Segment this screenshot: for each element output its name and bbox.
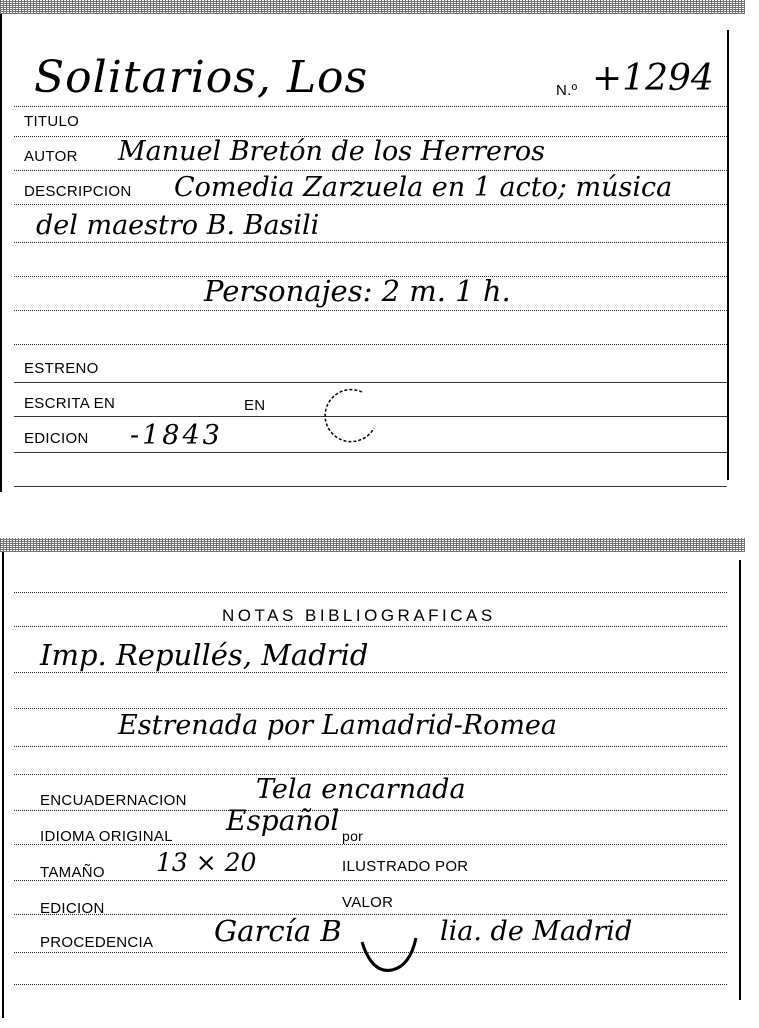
punch-hole-icon: [318, 384, 382, 448]
label-edicion: EDICION: [40, 900, 105, 917]
label-autor: AUTOR: [24, 148, 78, 165]
label-edicion: EDICION: [24, 430, 89, 447]
label-encuadernacion: ENCUADERNACION: [40, 792, 187, 809]
label-por: por: [342, 828, 364, 844]
label-en: EN: [244, 397, 266, 414]
card-right-edge: [739, 560, 741, 1000]
number-label: N.º: [556, 82, 578, 99]
nota-line-2: Estrenada por Lamadrid-Romea: [118, 710, 558, 741]
card-left-edge: [0, 14, 2, 492]
scan-noise-bottom: [0, 538, 745, 552]
personajes-note: Personajes: 2 m. 1 h.: [204, 274, 511, 308]
tamano-value: 13 × 20: [156, 848, 257, 877]
procedencia-value-b: lia. de Madrid: [440, 916, 633, 947]
catalog-card-front: [0, 0, 745, 492]
record-number: +1294: [592, 58, 714, 99]
label-idioma-original: IDIOMA ORIGINAL: [40, 828, 173, 845]
punch-hole-icon: [358, 934, 422, 980]
idioma-value: Español: [226, 804, 340, 837]
label-escrita-en: ESCRITA EN: [24, 395, 116, 412]
encuadernacion-value: Tela encarnada: [256, 774, 466, 805]
title-value: Solitarios, Los: [34, 52, 369, 103]
scan-noise-top: [0, 0, 745, 14]
label-estreno: ESTRENO: [24, 360, 99, 377]
card-right-edge: [727, 30, 729, 480]
label-procedencia: PROCEDENCIA: [40, 934, 154, 951]
notas-heading: NOTAS BIBLIOGRAFICAS: [222, 606, 496, 625]
descripcion-line-2: del maestro B. Basili: [36, 210, 320, 241]
nota-line-1: Imp. Repullés, Madrid: [40, 638, 369, 672]
label-valor: VALOR: [342, 894, 394, 911]
label-tamano: TAMAÑO: [40, 864, 105, 881]
autor-value: Manuel Bretón de los Herreros: [118, 136, 546, 167]
edicion-value: -1843: [130, 420, 223, 451]
descripcion-line-1: Comedia Zarzuela en 1 acto; música: [174, 172, 673, 203]
label-titulo: TITULO: [24, 113, 80, 130]
label-descripcion: DESCRIPCION: [24, 183, 132, 200]
procedencia-value-a: García B: [214, 914, 342, 948]
label-ilustrado-por: ILUSTRADO POR: [342, 858, 469, 875]
catalog-card-back: [0, 538, 745, 1018]
card-left-edge: [2, 552, 4, 1018]
